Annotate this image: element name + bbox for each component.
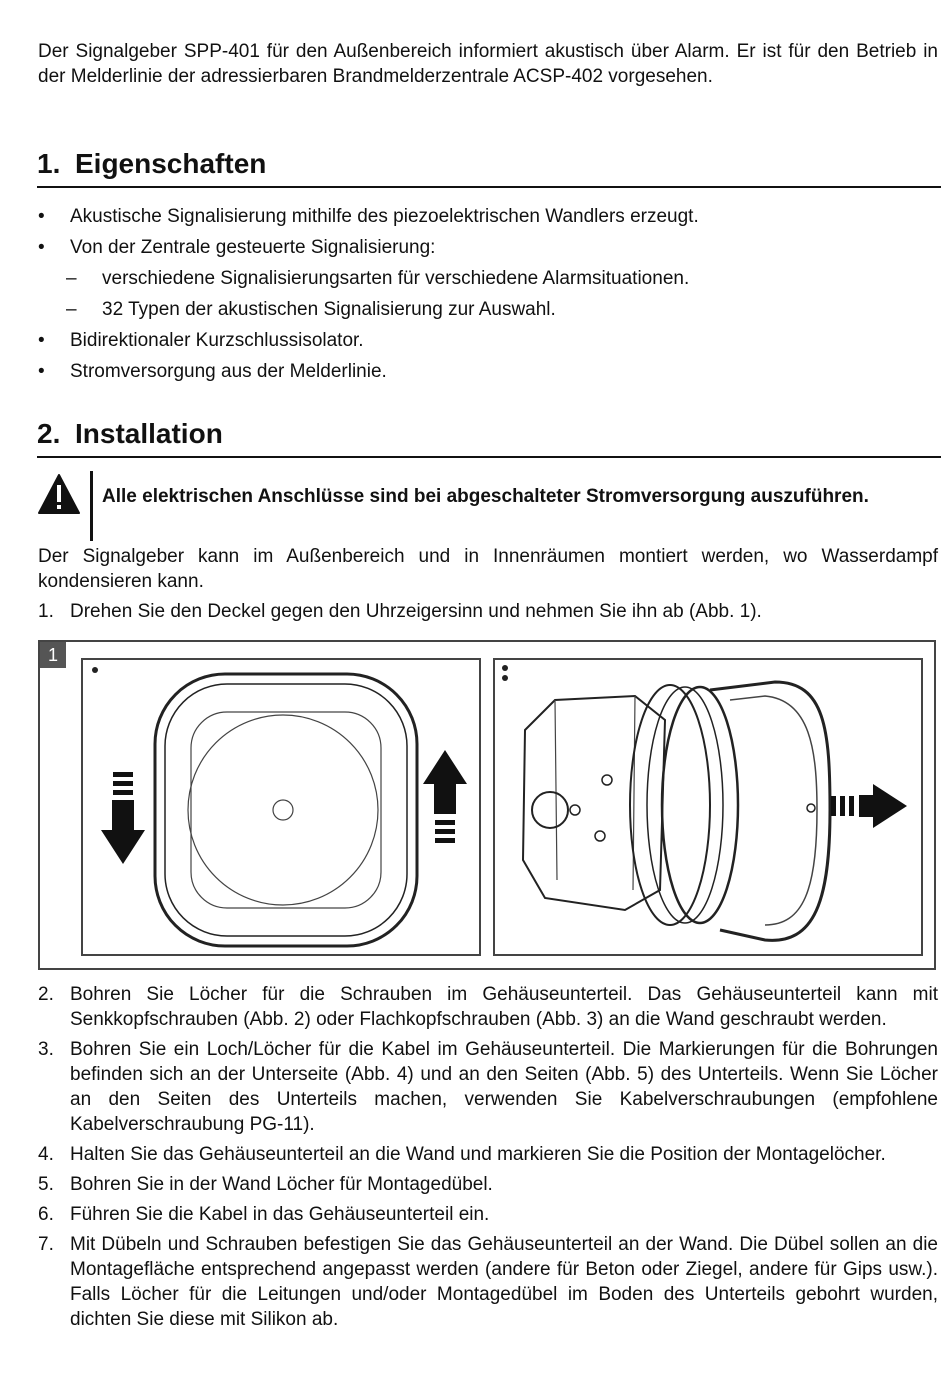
step-item — [38, 1172, 938, 1197]
section-heading-eigenschaften — [37, 146, 941, 188]
step-item — [38, 1037, 938, 1137]
features-list — [38, 204, 938, 390]
step-number: 6. — [38, 1204, 54, 1225]
warning-divider — [90, 471, 93, 541]
step-item — [38, 1142, 938, 1167]
step-text: Drehen Sie den Deckel gegen den Uhrzeigersinn und nehmen Sie ihn ab (Abb. 1). — [70, 601, 762, 622]
warning-box — [38, 471, 938, 541]
step-number: 1. — [38, 601, 54, 622]
list-item: • Bidirektionaler Kurzschlussisolator. — [38, 328, 938, 353]
cover-rotation-illustration — [83, 660, 479, 954]
figure-panel-cover-removal — [493, 658, 923, 956]
figure-number-badge: 1 — [40, 642, 66, 668]
figure-1 — [38, 640, 936, 970]
steps-list — [38, 982, 938, 1337]
steps-list-first — [38, 599, 938, 629]
section-title: Eigenschaften — [75, 148, 267, 179]
list-item: • Akustische Signalisierung mithilfe des piezoelektrischen Wandlers erzeugt. — [38, 204, 938, 229]
section-number: 2. — [37, 418, 61, 449]
step-number: 3. — [38, 1039, 54, 1060]
step-text: Bohren Sie Löcher für die Schrauben im Gehäuseunterteil. Das Gehäuseunterteil kann mit Senkkopfschrauben (Abb. 2) oder Flachkopfschrauben (Abb. 3) an die Wand geschraubt werden. — [70, 984, 938, 1030]
step-text: Bohren Sie ein Loch/Löcher für die Kabel im Gehäuseunterteil. Die Markierungen für die Bohrungen befinden sich an der Unterseite (Abb. 4) und an den Seiten (Abb. 5) des Unterteils. Wenn Sie Löcher an den Seiten des Unterteils machen, verwenden Sie Kabelverschraubungen (empfohlene Kabelverschraubung PG-11). — [70, 1039, 938, 1135]
step-item — [38, 1232, 938, 1332]
step-number: 2. — [38, 984, 54, 1005]
warning-text: Alle elektrischen Anschlüsse sind bei abgeschalteter Stromversorgung auszuführen. — [102, 486, 869, 507]
step-number: 5. — [38, 1174, 54, 1195]
cover-removal-illustration — [495, 660, 921, 954]
section-heading-installation — [37, 416, 941, 458]
step-item — [38, 982, 938, 1032]
step-item — [38, 1202, 938, 1227]
section-title: Installation — [75, 418, 223, 449]
step-number: 7. — [38, 1234, 54, 1255]
step-number: 4. — [38, 1144, 54, 1165]
list-item: – 32 Typen der akustischen Signalisierung zur Auswahl. — [38, 297, 938, 322]
step-text: Bohren Sie in der Wand Löcher für Montagedübel. — [70, 1174, 493, 1195]
section-number: 1. — [37, 148, 61, 179]
list-item: – verschiedene Signalisierungsarten für verschiedene Alarmsituationen. — [38, 266, 938, 291]
list-item: • Stromversorgung aus der Melderlinie. — [38, 359, 938, 384]
warning-icon — [38, 473, 80, 515]
step-item — [38, 599, 938, 624]
list-item: • Von der Zentrale gesteuerte Signalisierung: — [38, 235, 938, 260]
figure-panel-cover-rotation — [81, 658, 481, 956]
step-text: Halten Sie das Gehäuseunterteil an die Wand und markieren Sie die Position der Montagelöcher. — [70, 1144, 886, 1165]
step-text: Führen Sie die Kabel in das Gehäuseunterteil ein. — [70, 1204, 490, 1225]
intro-paragraph: Der Signalgeber SPP-401 für den Außenbereich informiert akustisch über Alarm. Er ist für den Betrieb in der Melderlinie der adressierbaren Brandmelderzentrale ACSP-402 vorgesehen. — [38, 41, 938, 87]
step-text: Mit Dübeln und Schrauben befestigen Sie das Gehäuseunterteil an der Wand. Die Dübel sollen an die Montagefläche entsprechend angepasst werden (andere für Beton oder Ziegel, andere für Gips usw.). Falls Löcher für die Leitungen und/oder Montagedübel im Boden des Unterteils gebohrt wurden, dichten Sie diese mit Silikon ab. — [70, 1234, 938, 1330]
installation-paragraph: Der Signalgeber kann im Außenbereich und in Innenräumen montiert werden, wo Wasserdampf kondensieren kann. — [38, 546, 938, 592]
